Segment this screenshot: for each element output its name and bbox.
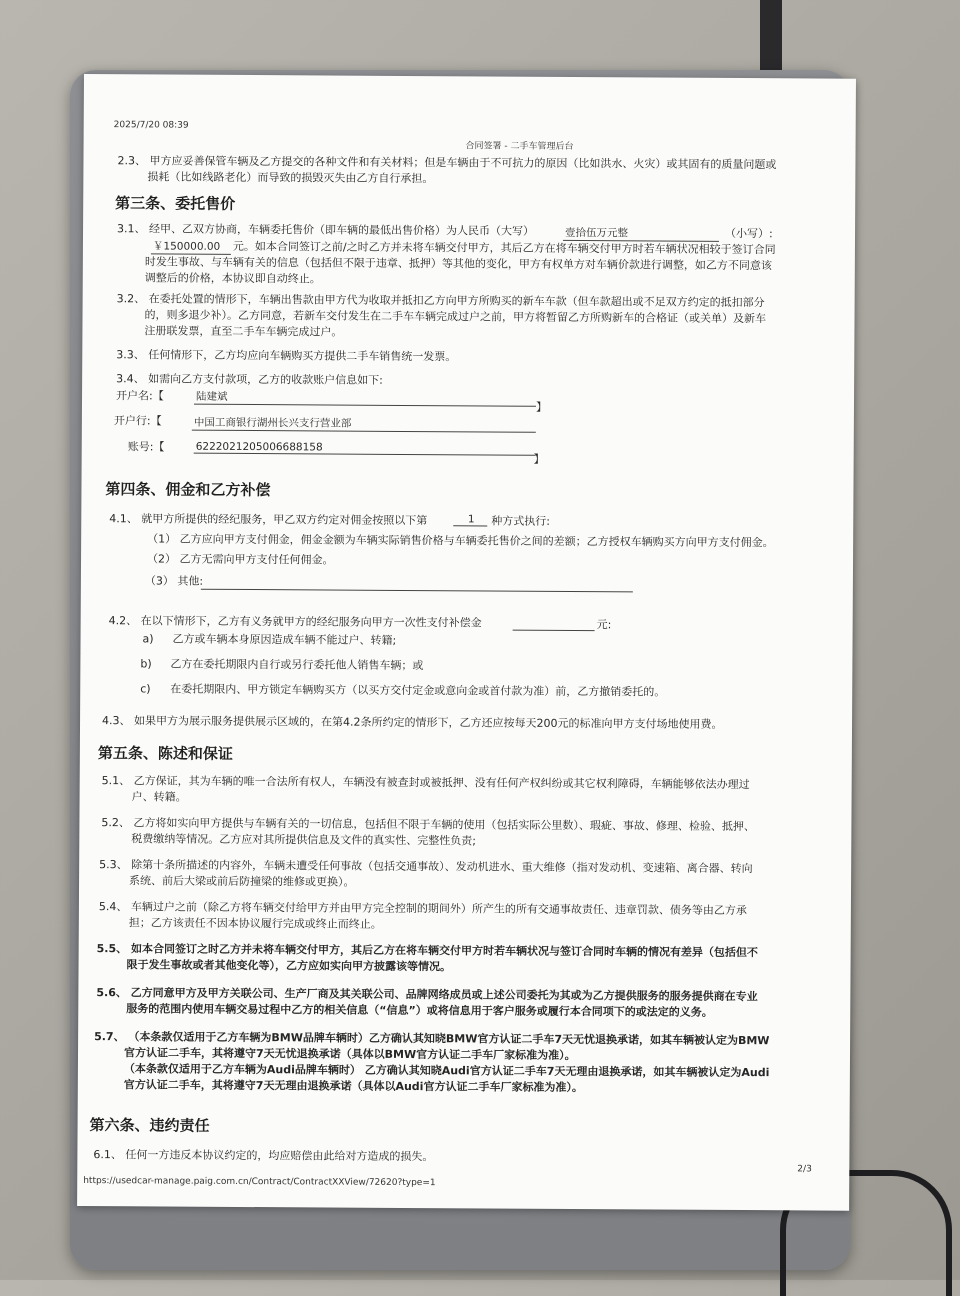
clause-5-1-line2: 户、转籍。 [131,790,187,804]
commission-option-2: （2） 乙方无需向甲方支付任何佣金。 [146,552,334,567]
clause-3-4-line1: 3.4、 如需向乙方支付款项，乙方的收款账户信息如下: [116,372,383,387]
clause-3-1-line1a: 3.1、 经甲、乙双方协商，车辆委托售价（即车辆的最低出售价格）为人民币（大写） [117,222,535,238]
clause-3-1-line1b: （小写）: [724,226,773,241]
page-number: 2/3 [797,1164,812,1175]
clause-5-7-line4: 官方认证二手车，其将遵守7天无理由退换承诺（具体以Audi官方认证二手车厂家标准为准）。 [123,1078,583,1095]
clause-4-2-line1b: 元: [596,618,612,632]
clause-5-2-line2: 税费缴纳等情况。乙方应对其所提供信息及文件的真实性、完整性负责; [131,832,477,848]
other-option-field [201,575,633,593]
article-3-title: 第三条、委托售价 [115,194,236,213]
clause-2-3-line1: 2.3、 甲方应妥善保管车辆及乙方提交的各种文件和有关材料；但是车辆由于不可抗力的原因（比如洪水、火灾）或其固有的质量问题或 [117,154,777,172]
article-5-title: 第五条、陈述和保证 [97,744,233,763]
clause-6-1: 6.1、 任何一方违反本协议约定的，均应赔偿由此给对方造成的损失。 [93,1148,434,1164]
commission-option-3: （3） 其他: [144,574,204,588]
clause-3-2-line3: 注册联发票，直至二手车车辆完成过户。 [144,324,343,339]
clause-5-7-line1: 5.7、 （本条款仅适用于乙方车辆为BMW品牌车辆时）乙方确认其知晓BMW官方认证二手车7天无忧退换承诺，如其车辆被认定为BMW [94,1030,770,1048]
clause-3-1-line4: 调整后的价格，本协议即自动终止。 [144,271,321,286]
clause-3-2-line1: 3.2、 在委托处置的情形下，车辆出售款由甲方代为收取并抵扣乙方向甲方所购买的新车车款（但车款超出或不足双方约定的抵扣部分 [116,292,765,310]
account-holder-close: 】 [535,400,548,414]
account-number-close: 】 [533,452,545,466]
clause-5-6-line1: 5.6、 乙方同意甲方及甲方关联公司、生产厂商及其关联公司、品牌网络成员或上述公司委托为其或为乙方提供服务的服务提供商在专业 [96,986,758,1004]
clause-5-1-line1: 5.1、 乙方保证，其为车辆的唯一合法所有权人，车辆没有被查封或被抵押、没有任何产权纠纷或其它权利障碍，车辆能够依法办理过 [101,774,750,792]
amount-lower-field: ￥150000.00 [151,238,231,254]
case-b-label: b) [140,657,152,671]
amount-upper-field: 壹拾伍万元整 [563,225,719,242]
account-holder-field: 陆建斌 [194,389,536,407]
bank-label: 开户行:【 [113,414,162,428]
bank-field: 中国工商银行湖州长兴支行营业部 [192,415,536,433]
contract-page [77,74,856,1211]
clause-5-7-line2: 官方认证二手车，其将遵守7天无忧退换承诺（具体以BMW官方认证二手车厂家标准为准）。 [123,1046,576,1063]
case-c-label: c) [140,682,151,696]
case-c-text: 在委托期限内、甲方锁定车辆购买方（以买方交付定金或意向金或首付款为准）前，乙方撤销委托的。 [170,682,666,699]
account-holder-label: 开户名:【 [115,389,164,403]
clause-5-5-line1: 5.5、 如本合同签订之时乙方并未将车辆交付甲方，其后乙方在将车辆交付甲方时若车辆状况与签订合同时车辆的情况有差异（包括但不 [96,942,758,960]
clause-2-3-line2: 损耗（比如线路老化）而导致的损毁灭失由乙方自行承担。 [147,170,434,186]
account-number-label: 账号:【 [127,440,165,454]
clause-5-2-line1: 5.2、 乙方将如实向甲方提供与车辆有关的一切信息，包括但不限于车辆的使用（包括实际公里数）、瑕疵、事故、修理、检验、抵押、 [101,816,755,834]
clause-5-3-line1: 5.3、 除第十条所描述的内容外，车辆未遭受任何事故（包括交通事故）、发动机进水、重大维修（指对发动机、变速箱、离合器、转向 [99,858,753,876]
print-header-title: 合同签署 - 二手车管理后台 [465,141,574,152]
clause-3-2-line2: 的，则多退少补）。乙方同意，若新车交付发生在二手车车辆完成过户之前，甲方将暂留乙方所购新车的合格证（或关单）及新车 [144,308,767,326]
account-number-field: 6222021205006688158 [194,441,536,456]
clause-5-4-line2: 担；乙方该责任不因本协议履行完成或终止而终止。 [128,916,382,931]
article-6-title: 第六条、违约责任 [89,1116,210,1135]
clause-3-1-line2b: 元。如本合同签订之前/之时乙方并未将车辆交付甲方，其后乙方在将车辆交付甲方时若车辆状况相较于签订合同 [232,239,776,257]
clause-4-3: 4.3、 如果甲方为展示服务提供展示区域的，在第4.2条所约定的情形下，乙方还应按每天200元的标准向甲方支付场地使用费。 [102,714,723,731]
commission-option-field: 1 [453,513,487,526]
clause-5-7-line3: （本条款仅适用于乙方车辆为Audi品牌车辆时） 乙方确认其知晓Audi官方认证二手车7天无理由退换承诺，如其车辆被认定为Audi [123,1062,770,1080]
clause-4-1-line1a: 4.1、 就甲方所提供的经纪服务，甲乙双方约定对佣金按照以下第 [109,512,428,528]
footer-url: https://usedcar-manage.paig.com.cn/Contract/ContractXXView/72620?type=1 [83,1176,436,1189]
case-a-text: 乙方或车辆本身原因造成车辆不能过户、转籍; [172,632,397,647]
clause-3-3: 3.3、 任何情形下，乙方均应向车辆购买方提供二手车销售统一发票。 [116,348,457,364]
clause-5-4-line1: 5.4、 车辆过户之前（除乙方将车辆交付给甲方并由甲方完全控制的期间外）所产生的所有交通事故责任、违章罚款、债务等由乙方承 [98,900,747,918]
compensation-amount-field [513,617,595,632]
clause-4-2-line1a: 4.2、 在以下情形下，乙方有义务就甲方的经纪服务向甲方一次性支付补偿金 [108,614,482,630]
case-a-label: a) [142,632,154,646]
commission-option-1: （1） 乙方应向甲方支付佣金，佣金金额为车辆实际销售价格与车辆委托售价之间的差额；乙方授权车辆购买方向甲方支付佣金。 [147,532,774,550]
clause-3-1-line3: 时发生事故、与车辆有关的信息（包括但不限于违章、抵押）等其他的变化，甲方有权单方对车辆价款进行调整，如乙方不同意该 [144,255,772,273]
print-datetime: 2025/7/20 08:39 [113,120,189,131]
article-4-title: 第四条、佣金和乙方补偿 [105,480,271,500]
clause-4-1-line1b: 种方式执行: [491,514,551,528]
clause-5-3-line2: 系统、前后大梁或前后防撞梁的维修或更换）。 [129,874,355,889]
case-b-text: 乙方在委托期限内自行或另行委托他人销售车辆；或 [170,657,424,673]
clause-5-5-line2: 限于发生事故或者其他变化等），乙方应如实向甲方披露该等情况。 [126,958,452,974]
clause-5-6-line2: 服务的范围内使用车辆交易过程中乙方的相关信息（“信息”）或将信息用于客户服务或履行本合同项下的或法定的义务。 [126,1002,713,1019]
